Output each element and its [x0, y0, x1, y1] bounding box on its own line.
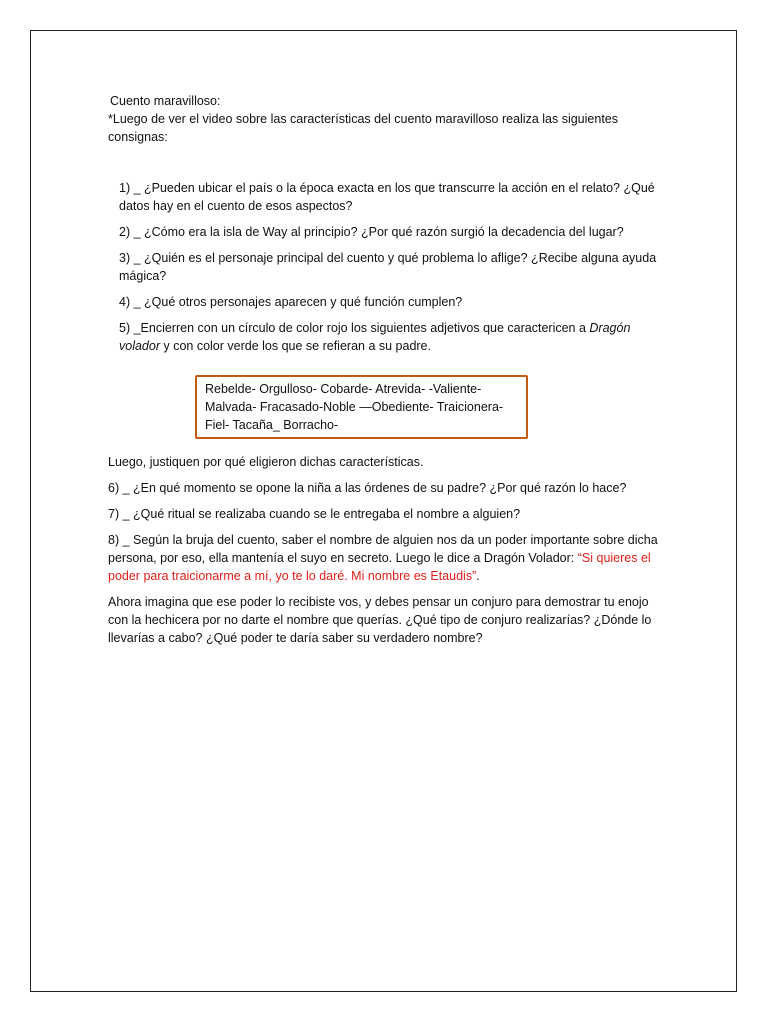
justify-instruction: Luego, justiquen por qué eligieron dichas características. — [108, 455, 424, 469]
question-3: 3) _ ¿Quién es el personaje principal del cuento y qué problema lo aflige? ¿Recibe alguna ayuda mágica? — [119, 251, 657, 283]
document-body — [108, 92, 668, 655]
question-6: 6) _ ¿En qué momento se opone la niña a las órdenes de su padre? ¿Por qué razón lo hace? — [108, 481, 627, 495]
question-4: 4) _ ¿Qué otros personajes aparecen y qué función cumplen? — [119, 295, 463, 309]
question-8 — [108, 531, 668, 585]
adjectives-box — [195, 375, 528, 439]
question-8-text: 8) _ Según la bruja del cuento, saber el nombre de alguien nos da un poder importante sobre dicha persona, por eso, ella mantenía el suyo en secreto. Luego le dice a Dragón Volador: — [108, 533, 658, 565]
question-5-text-start: 5) _Encierren con un círculo de color rojo los siguientes adjetivos que caractericen a — [119, 321, 590, 335]
question-5-text-end: y con color verde los que se refieran a su padre. — [160, 339, 431, 353]
question-5 — [119, 319, 668, 355]
instructions-paragraph: *Luego de ver el video sobre las características del cuento maravilloso realiza las siguientes consignas: — [108, 112, 618, 144]
adjectives-line-2: Malvada- Fracasado-Noble —Obediente- Traicionera- — [205, 400, 504, 414]
question-2: 2) _ ¿Cómo era la isla de Way al principio? ¿Por qué razón surgió la decadencia del lugar? — [119, 225, 624, 239]
adjectives-line-3: Fiel- Tacaña_ Borracho- — [205, 418, 339, 432]
question-8-end: . — [476, 569, 480, 583]
adjectives-line-1: Rebelde- Orgulloso- Cobarde- Atrevida- -Valiente- — [205, 382, 482, 396]
document-title: Cuento maravilloso: — [110, 94, 221, 108]
question-5-character-name: Dragón volador — [119, 321, 631, 353]
question-1: 1) _ ¿Pueden ubicar el país o la época exacta en los que transcurre la acción en el relato? ¿Qué datos hay en el cuento de esos aspectos? — [119, 181, 655, 213]
question-7: 7) _ ¿Qué ritual se realizaba cuando se le entregaba el nombre a alguien? — [108, 507, 521, 521]
witch-quote: “Si quieres el poder para traicionarme a mí, yo te lo daré. Mi nombre es Etaudis” — [108, 551, 651, 583]
document-page — [30, 30, 737, 992]
final-task-paragraph: Ahora imagina que ese poder lo recibiste vos, y debes pensar un conjuro para demostrar tu enojo con la hechicera por no darte el nombre que querías. ¿Qué tipo de conjuro realizarías? ¿Dónde lo llevarías a cabo? ¿Qué poder te daría saber su verdadero nombre? — [108, 595, 652, 645]
